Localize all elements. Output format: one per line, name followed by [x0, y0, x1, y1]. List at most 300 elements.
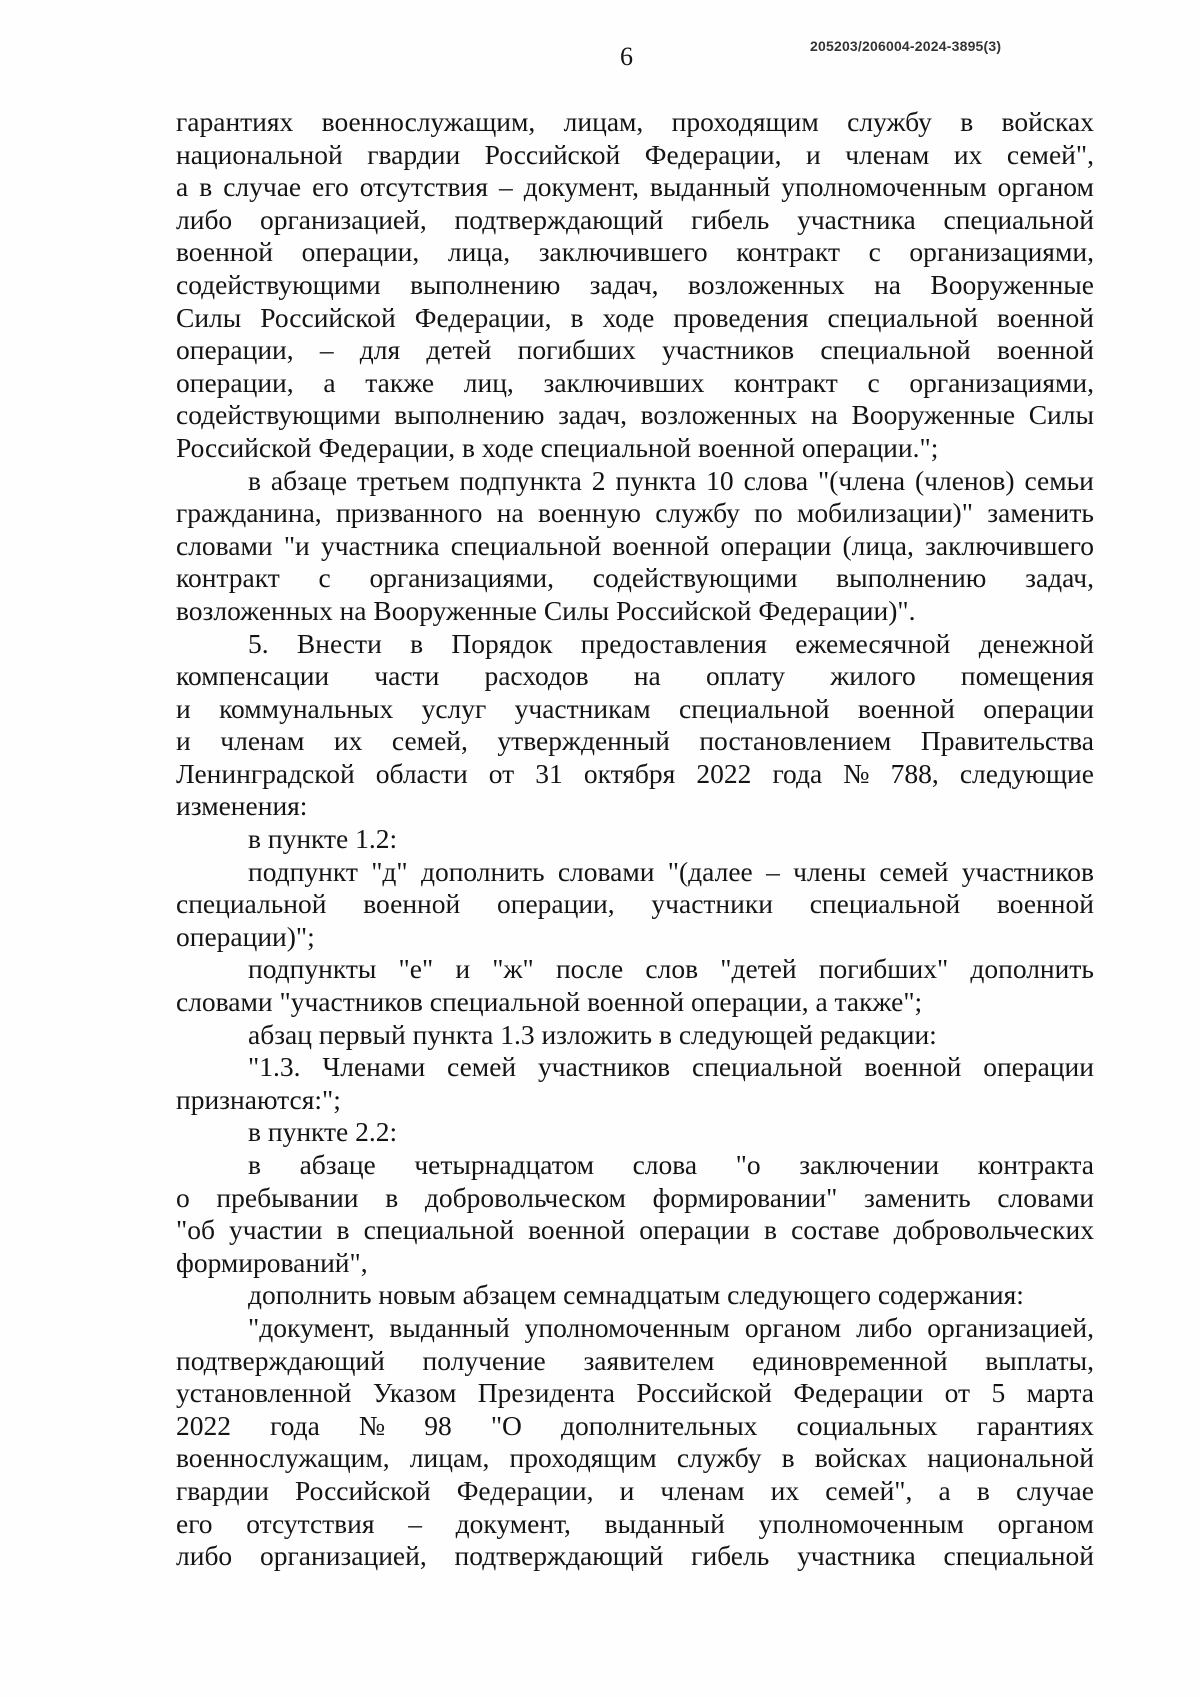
- word: жилого: [830, 660, 916, 692]
- word: (лица,: [842, 529, 914, 561]
- word: постановлением: [699, 725, 892, 757]
- word: ходе: [602, 301, 655, 333]
- word: "(члена: [818, 464, 906, 496]
- word: дополнительных: [560, 1409, 758, 1441]
- text-line: [176, 693, 1094, 726]
- word: национальной: [927, 1442, 1094, 1474]
- word: Российской: [636, 1377, 772, 1409]
- word: компенсации: [176, 660, 330, 692]
- word: помещения: [960, 660, 1094, 692]
- text-line: [176, 1377, 1094, 1410]
- word: "1.3.: [248, 1051, 301, 1083]
- word: Порядок: [451, 627, 553, 659]
- word: операции,: [301, 236, 420, 268]
- word: либо: [176, 1540, 233, 1572]
- word: (членов): [915, 464, 1015, 496]
- text-line: [176, 628, 1094, 661]
- word: военной: [996, 301, 1094, 333]
- word: гвардии: [176, 1474, 269, 1506]
- word: операции: [720, 529, 832, 561]
- word: Правительства: [920, 725, 1094, 757]
- word: в: [976, 1474, 990, 1506]
- word: Указом: [372, 1377, 457, 1409]
- word: а: [176, 171, 189, 203]
- word: специальной: [679, 692, 830, 724]
- word: дополнить: [420, 855, 545, 887]
- word: 2022: [176, 1409, 231, 1441]
- word: словами: [557, 855, 655, 887]
- word: Ленинградской: [176, 757, 355, 789]
- text-line: дополнить новым абзацем семнадцатым следующего содержания:: [248, 1279, 1024, 1311]
- word: заменить: [987, 497, 1094, 529]
- word: членам: [660, 1474, 745, 1506]
- word: и: [619, 1474, 635, 1506]
- word: в: [199, 171, 213, 203]
- document-body: [176, 106, 1094, 1573]
- word: "документ,: [248, 1311, 375, 1343]
- word: –: [408, 1507, 422, 1539]
- word: в: [410, 627, 424, 659]
- word: социальных: [796, 1409, 938, 1441]
- word: документ,: [523, 171, 639, 203]
- word: абзаце: [299, 1149, 376, 1180]
- word: его: [312, 171, 349, 203]
- word: года: [270, 1409, 320, 1441]
- word: №: [358, 1409, 386, 1441]
- text-line: операции)";: [176, 920, 315, 952]
- text-line: [176, 1214, 1094, 1247]
- word: военной: [996, 334, 1094, 366]
- word: содействующими: [176, 399, 381, 431]
- word: задач,: [558, 399, 627, 431]
- word: 98: [424, 1409, 452, 1441]
- word: части: [374, 660, 440, 692]
- word: с: [318, 562, 331, 594]
- word: добровольческих: [893, 1214, 1094, 1246]
- word: "д": [371, 855, 408, 887]
- word: погибших": [818, 953, 949, 985]
- word: словами: [997, 1181, 1094, 1213]
- word: военную: [538, 497, 641, 529]
- word: в: [570, 301, 584, 333]
- word: Президента: [477, 1377, 616, 1409]
- word: "О: [490, 1409, 522, 1441]
- word: в: [781, 1442, 795, 1474]
- word: членам: [220, 725, 305, 757]
- word: специальной: [363, 1214, 515, 1246]
- word: либо: [176, 203, 233, 235]
- word: семей: [447, 1051, 517, 1083]
- word: контракт: [734, 366, 838, 398]
- word: 31: [535, 757, 563, 789]
- word: отсутствия: [246, 1507, 375, 1539]
- word: лица,: [447, 236, 511, 268]
- text-line: формирований",: [176, 1246, 368, 1278]
- word: гарантиях: [176, 106, 294, 137]
- word: семей",: [825, 1474, 913, 1506]
- text-line: [176, 204, 1094, 237]
- text-line: [176, 1540, 1094, 1573]
- word: случае: [1016, 1474, 1094, 1506]
- text-line: [176, 334, 1094, 367]
- word: специальной: [692, 1051, 843, 1083]
- word: национальной: [176, 138, 343, 170]
- text-line: изменения:: [176, 790, 308, 822]
- word: возложенных: [640, 399, 798, 431]
- text-line: [176, 236, 1094, 269]
- text-line: в пункте 2.2:: [248, 1116, 398, 1148]
- word: военнослужащим,: [176, 1442, 390, 1474]
- word: также: [365, 366, 435, 398]
- word: их: [333, 725, 363, 757]
- word: случае: [223, 171, 302, 203]
- word: 2: [591, 464, 606, 496]
- text-line: [176, 530, 1094, 563]
- word: добровольческом: [424, 1181, 626, 1213]
- word: военной: [864, 1051, 962, 1083]
- word: Российской: [260, 301, 396, 333]
- word: военной: [176, 236, 273, 268]
- text-line: [176, 1345, 1094, 1378]
- word: по: [754, 497, 783, 529]
- text-line: [176, 1475, 1094, 1508]
- word: 788,: [890, 757, 939, 789]
- word: заключившего: [925, 529, 1094, 561]
- word: их: [953, 138, 983, 170]
- word: в: [248, 464, 261, 496]
- word: Российской: [295, 1474, 431, 1506]
- word: 10: [706, 464, 734, 496]
- word: органом: [997, 171, 1094, 203]
- text-line: [176, 1312, 1094, 1345]
- text-line: [176, 1051, 1094, 1084]
- word: военной: [612, 529, 710, 561]
- word: участника: [797, 1540, 916, 1572]
- word: войсках: [1001, 106, 1094, 137]
- word: подпункт: [248, 855, 358, 887]
- word: от: [488, 757, 515, 789]
- word: службу: [676, 1442, 762, 1474]
- word: операции,: [176, 366, 294, 398]
- word: задач,: [1025, 562, 1094, 594]
- word: проведения: [673, 301, 809, 333]
- word: единовременной: [752, 1344, 948, 1376]
- word: детей: [426, 334, 492, 366]
- text-line: абзац первый пункта 1.3 изложить в следующей редакции:: [248, 1018, 937, 1050]
- word: либо: [856, 1311, 913, 1343]
- word: 2022: [696, 757, 752, 789]
- word: его: [176, 1507, 213, 1539]
- word: семей: [879, 855, 949, 887]
- word: семьи: [1024, 464, 1094, 496]
- word: с: [867, 366, 880, 398]
- word: пункта: [615, 464, 697, 496]
- word: получение: [422, 1344, 546, 1376]
- word: утвержденный: [497, 725, 670, 757]
- word: выданный: [389, 1311, 510, 1343]
- word: расходов: [484, 660, 589, 692]
- text-line: словами "участников специальной военной операции, а также";: [176, 986, 923, 1018]
- word: специальной: [943, 203, 1094, 235]
- word: организацией,: [260, 1540, 427, 1572]
- word: коммунальных: [219, 692, 394, 724]
- word: уполномоченным: [524, 1311, 730, 1343]
- word: 5.: [248, 627, 269, 659]
- word: выплаты,: [985, 1344, 1094, 1376]
- word: погибших: [517, 334, 636, 366]
- word: и: [805, 138, 821, 170]
- word: и: [176, 725, 191, 757]
- text-line: [176, 139, 1094, 172]
- word: подтверждающий: [454, 203, 664, 235]
- word: 5: [991, 1377, 1006, 1409]
- word: на: [874, 268, 901, 300]
- word: октября: [583, 757, 676, 789]
- word: четырнадцатом: [414, 1149, 595, 1180]
- word: ежемесячной: [795, 627, 951, 659]
- word: специальной: [450, 529, 602, 561]
- word: подтверждающий: [176, 1344, 385, 1376]
- word: Российской: [484, 138, 621, 170]
- word: участников: [661, 334, 795, 366]
- word: на: [810, 399, 838, 431]
- word: специальной: [820, 334, 971, 366]
- word: операции: [983, 1051, 1094, 1083]
- text-line: [176, 269, 1094, 302]
- word: "об: [176, 1214, 215, 1246]
- word: специальной: [827, 301, 978, 333]
- word: органом: [744, 1311, 842, 1343]
- word: установленной: [176, 1377, 352, 1409]
- word: военной: [363, 888, 461, 920]
- word: а: [323, 366, 336, 398]
- word: заключении: [799, 1149, 940, 1180]
- word: "ж": [492, 953, 534, 985]
- word: Силы: [176, 301, 242, 333]
- word: организациями,: [909, 366, 1094, 398]
- word: в: [336, 1214, 350, 1246]
- word: подтверждающий: [454, 1540, 664, 1572]
- text-line: [176, 367, 1094, 400]
- word: организацией,: [260, 203, 427, 235]
- text-line: Российской Федерации, в ходе специальной военной операции.";: [176, 431, 939, 463]
- word: выданный: [604, 1507, 725, 1539]
- word: военной: [996, 888, 1094, 920]
- word: "и: [283, 529, 310, 561]
- document-registration-code: 205203/206004-2024-3895(3): [810, 38, 1002, 54]
- word: гибель: [691, 1540, 770, 1572]
- word: выполнению: [836, 562, 987, 594]
- word: "(далее: [667, 855, 753, 887]
- word: а: [938, 1474, 951, 1506]
- word: –: [498, 171, 513, 203]
- word: оплату: [705, 660, 786, 692]
- word: участника: [797, 203, 916, 235]
- word: и: [176, 692, 191, 724]
- word: на: [633, 660, 661, 692]
- word: военнослужащим,: [321, 106, 536, 137]
- word: слова: [632, 1149, 698, 1180]
- word: Силы: [1028, 399, 1094, 431]
- word: подпункты: [248, 953, 377, 985]
- word: участника: [320, 529, 440, 561]
- word: дополнить: [970, 953, 1094, 985]
- word: службу: [655, 497, 740, 529]
- text-line: [176, 562, 1094, 595]
- word: Вооруженные: [930, 268, 1094, 300]
- word: организациями,: [369, 562, 555, 594]
- word: гражданина,: [176, 497, 322, 529]
- word: подпункта: [459, 464, 582, 496]
- word: "детей: [720, 953, 797, 985]
- word: после: [555, 953, 624, 985]
- word: операции,: [497, 888, 615, 920]
- text-line: [176, 758, 1094, 791]
- word: в: [764, 1214, 778, 1246]
- word: Вооруженные: [851, 399, 1016, 431]
- text-line: [176, 888, 1094, 921]
- word: в: [960, 106, 974, 137]
- word: отсутствия: [359, 171, 488, 203]
- word: лицам,: [409, 1442, 490, 1474]
- word: проходящим: [671, 106, 819, 137]
- word: содействующими: [592, 562, 798, 594]
- word: участников: [961, 855, 1094, 887]
- text-line: [176, 1149, 1094, 1182]
- word: членам: [845, 138, 930, 170]
- page-number: 6: [620, 42, 633, 71]
- word: услуг: [421, 692, 487, 724]
- text-line: [176, 302, 1094, 335]
- word: заключивших: [543, 366, 705, 398]
- word: для: [359, 334, 401, 366]
- word: выполнению: [410, 268, 561, 300]
- word: года: [772, 757, 823, 789]
- word: о: [176, 1181, 190, 1213]
- word: операции: [983, 692, 1094, 724]
- word: словами: [176, 529, 273, 561]
- word: Внести: [296, 627, 382, 659]
- word: Федерации,: [644, 138, 782, 170]
- word: уполномоченным: [781, 171, 987, 203]
- word: специальной: [176, 888, 327, 920]
- word: гвардии: [367, 138, 461, 170]
- word: участии: [229, 1214, 323, 1246]
- word: контракт: [736, 236, 840, 268]
- word: военной: [528, 1214, 626, 1246]
- word: семей,: [391, 725, 468, 757]
- word: участников: [537, 1051, 671, 1083]
- word: третьем: [357, 464, 450, 496]
- word: –: [319, 334, 334, 366]
- text-line: [176, 1410, 1094, 1443]
- text-line: [176, 660, 1094, 693]
- text-line: [176, 465, 1094, 498]
- text-line: [176, 1508, 1094, 1541]
- word: Членами: [322, 1051, 426, 1083]
- word: в: [385, 1181, 399, 1213]
- text-line: [176, 1442, 1094, 1475]
- word: выданный: [649, 171, 771, 203]
- word: с: [868, 236, 881, 268]
- text-line: [176, 106, 1094, 139]
- word: военной: [857, 692, 955, 724]
- word: следующие: [959, 757, 1094, 789]
- word: гарантиях: [976, 1409, 1094, 1441]
- word: марта: [1026, 1377, 1094, 1409]
- word: организацией,: [927, 1311, 1094, 1343]
- word: семей",: [1006, 138, 1094, 170]
- word: области: [375, 757, 468, 789]
- word: их: [770, 1474, 800, 1506]
- word: участникам: [514, 692, 651, 724]
- word: контракта: [977, 1149, 1094, 1180]
- text-line: [176, 725, 1094, 758]
- word: члены: [793, 855, 867, 887]
- word: операции: [639, 1214, 750, 1246]
- word: заменить: [864, 1181, 971, 1213]
- text-line: [176, 856, 1094, 889]
- word: предоставления: [580, 627, 767, 659]
- word: органом: [997, 1507, 1094, 1539]
- word: в: [248, 1149, 261, 1180]
- word: задач,: [589, 268, 659, 300]
- word: операции,: [176, 334, 294, 366]
- word: составе: [791, 1214, 880, 1246]
- word: участники: [651, 888, 773, 920]
- word: содействующими: [176, 268, 381, 300]
- word: Федерации: [793, 1377, 924, 1409]
- text-line: [176, 171, 1094, 204]
- word: пребывании: [216, 1181, 359, 1213]
- word: выполнению: [394, 399, 545, 431]
- word: и: [455, 953, 471, 985]
- text-line: [176, 399, 1094, 432]
- word: лиц,: [463, 366, 514, 398]
- word: заключившего: [538, 236, 708, 268]
- text-line: [176, 1182, 1094, 1215]
- word: –: [766, 855, 780, 887]
- text-line: возложенных на Вооруженные Силы Российской Федерации)".: [176, 594, 916, 626]
- word: формировании": [652, 1181, 838, 1213]
- word: организациями,: [909, 236, 1094, 268]
- word: возложенных: [687, 268, 845, 300]
- word: "е": [398, 953, 434, 985]
- word: проходящим: [509, 1442, 657, 1474]
- word: заявителем: [583, 1344, 715, 1376]
- word: слов: [645, 953, 699, 985]
- word: Федерации,: [456, 1474, 594, 1506]
- word: службу: [847, 106, 932, 137]
- word: войсках: [814, 1442, 908, 1474]
- word: "о: [735, 1149, 761, 1180]
- word: лицам,: [563, 106, 644, 137]
- word: контракт: [176, 562, 280, 594]
- word: слова: [743, 464, 809, 496]
- word: мобилизации)": [797, 497, 973, 529]
- text-line: в пункте 1.2:: [248, 823, 398, 855]
- word: специальной: [809, 888, 961, 920]
- word: специальной: [943, 1540, 1094, 1572]
- word: №: [843, 757, 870, 789]
- word: Федерации,: [414, 301, 552, 333]
- word: абзаце: [270, 464, 348, 496]
- word: уполномоченным: [758, 1507, 964, 1539]
- word: гибель: [691, 203, 770, 235]
- word: на: [496, 497, 524, 529]
- text-line: [176, 497, 1094, 530]
- word: денежной: [978, 627, 1094, 659]
